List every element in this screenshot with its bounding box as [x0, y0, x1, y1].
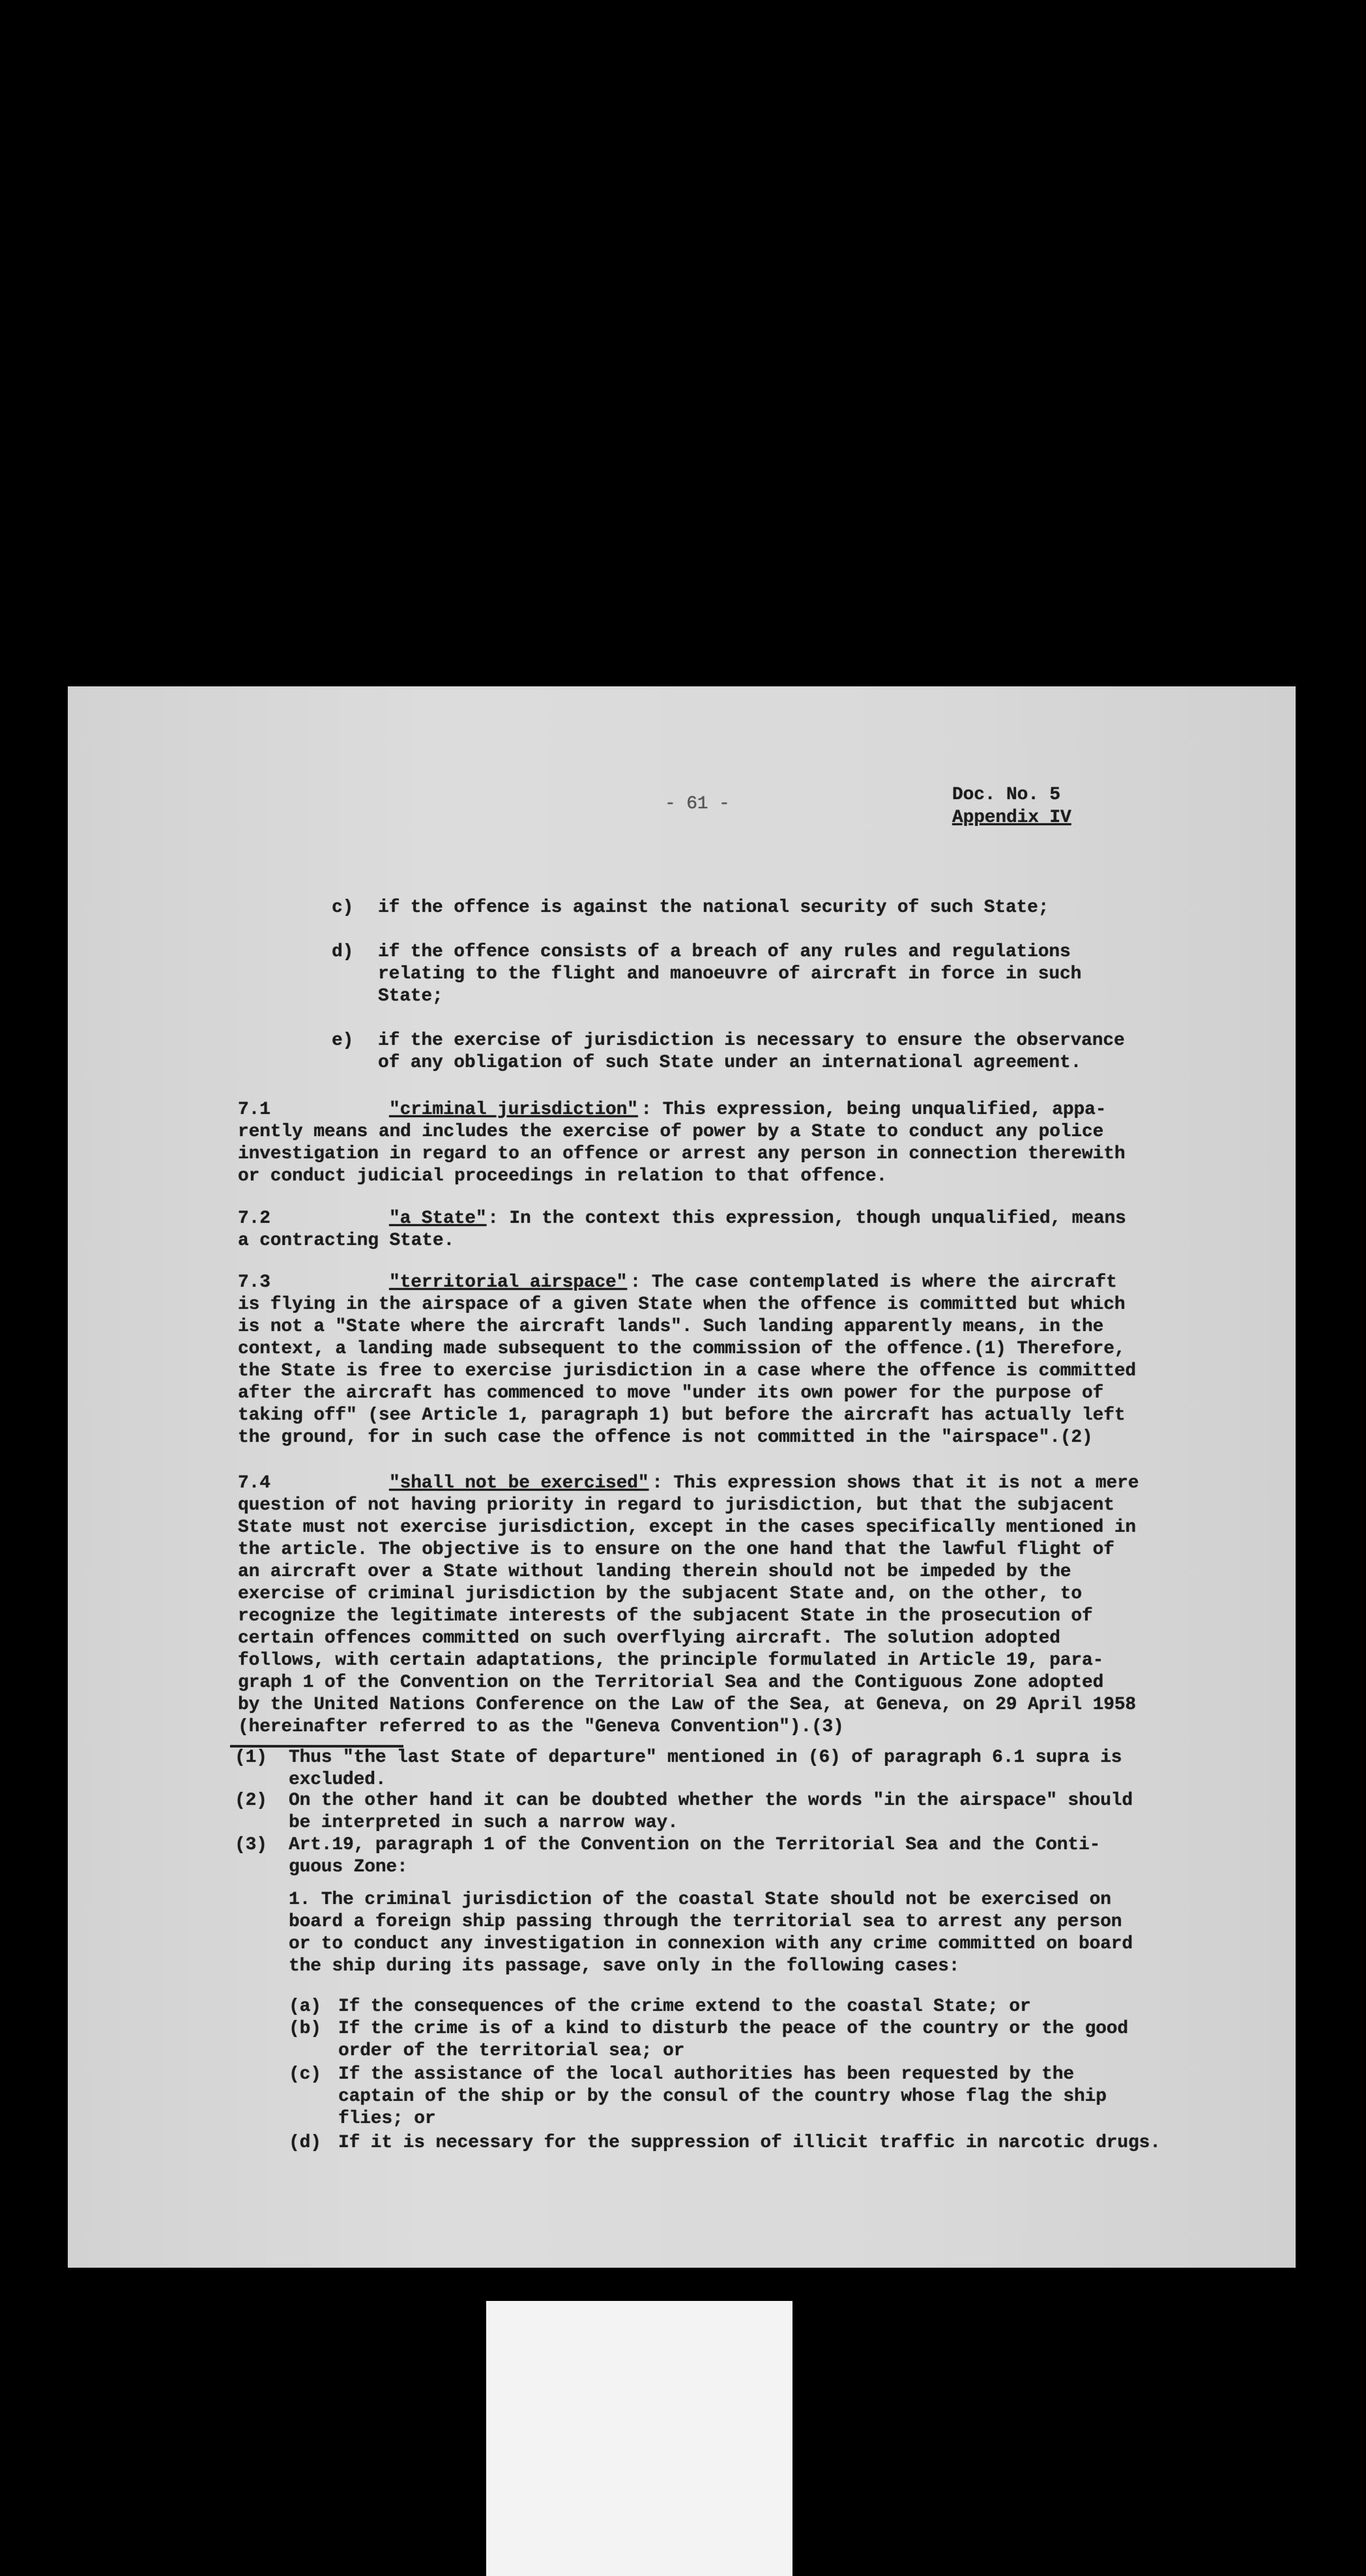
case-line: If the crime is of a kind to disturb the peace of the country or the good [338, 2019, 1128, 2039]
list-item-label: e) [332, 1031, 354, 1051]
section-term: "territorial airspace" [389, 1272, 628, 1293]
case-label: (a) [289, 1997, 321, 2017]
section-number: 7.1 [238, 1100, 270, 1120]
section-line: or conduct judicial proceedings in relation to that offence. [238, 1166, 888, 1186]
section-line: question of not having priority in regard to jurisdiction, but that the subjacent [238, 1495, 1114, 1515]
footnote-line: On the other hand it can be doubted whether the words "in the airspace" should [289, 1791, 1133, 1811]
section-line: rently means and includes the exercise of power by a State to conduct any police [238, 1122, 1104, 1142]
section-line: by the United Nations Conference on the Law of the Sea, at Geneva, on 29 April 1958 [238, 1695, 1137, 1715]
section-line: : This expression shows that it is not a mere [652, 1473, 1139, 1493]
section-number: 7.3 [238, 1272, 270, 1293]
list-item-line: if the offence consists of a breach of any rules and regulations [378, 942, 1071, 962]
section-line: (hereinafter referred to as the "Geneva Convention").(3) [238, 1717, 844, 1737]
page-number: - 61 - [665, 794, 730, 814]
section-line: State must not exercise jurisdiction, except in the cases specifically mentioned in [238, 1517, 1137, 1538]
section-line: certain offences committed on such overflying aircraft. The solution adopted [238, 1628, 1060, 1648]
footnote-label: (1) [235, 1748, 267, 1768]
section-line: after the aircraft has commenced to move "under its own power for the purpose of [238, 1383, 1104, 1403]
section-line: follows, with certain adaptations, the principle formulated in Article 19, para- [238, 1650, 1104, 1671]
footnote-line: be interpreted in such a narrow way. [289, 1813, 678, 1833]
section-line: : This expression, being unqualified, appa- [641, 1100, 1107, 1120]
section-term: "a State" [389, 1208, 487, 1229]
case-label: (c) [289, 2064, 321, 2085]
case-line: order of the territorial sea; or [338, 2041, 685, 2061]
section-term: "criminal jurisdiction" [389, 1100, 638, 1120]
case-line: captain of the ship or by the consul of the country whose flag the ship [338, 2086, 1107, 2107]
quoted-text-line: the ship during its passage, save only in the following cases: [289, 1956, 960, 1976]
section-line: recognize the legitimate interests of the subjacent State in the prosecution of [238, 1606, 1093, 1626]
quoted-text-line: 1. The criminal jurisdiction of the coastal State should not be exercised on [289, 1890, 1111, 1910]
list-item-line: if the exercise of jurisdiction is necessary to ensure the observance [378, 1031, 1125, 1051]
list-item-label: d) [332, 942, 354, 962]
section-line: an aircraft over a State without landing therein should not be impeded by the [238, 1562, 1071, 1582]
section-line: is flying in the airspace of a given State when the offence is committed but which [238, 1295, 1126, 1315]
footnote-label: (2) [235, 1791, 267, 1811]
list-item-line: State; [378, 986, 443, 1006]
section-line: context, a landing made subsequent to the commission of the offence.(1) Therefore, [238, 1339, 1126, 1359]
section-term: "shall not be exercised" [389, 1473, 649, 1493]
section-line: graph 1 of the Convention on the Territorial Sea and the Contiguous Zone adopted [238, 1673, 1104, 1693]
section-line: : In the context this expression, though unqualified, means [487, 1208, 1126, 1229]
section-line: taking off" (see Article 1, paragraph 1) but before the aircraft has actually left [238, 1405, 1126, 1426]
footnote-line: Art.19, paragraph 1 of the Convention on the Territorial Sea and the Conti- [289, 1835, 1101, 1855]
list-item-line: of any obligation of such State under an international agreement. [378, 1053, 1082, 1073]
footnote-line: Thus "the last State of departure" mentioned in (6) of paragraph 6.1 supra is [289, 1748, 1122, 1768]
case-line: If it is necessary for the suppression of illicit traffic in narcotic drugs. [338, 2133, 1161, 2153]
section-number: 7.4 [238, 1473, 270, 1493]
footnote-line: guous Zone: [289, 1857, 408, 1877]
doc-reference: Doc. No. 5 [952, 785, 1061, 805]
section-line: a contracting State. [238, 1231, 455, 1251]
section-line: exercise of criminal jurisdiction by the subjacent State and, on the other, to [238, 1584, 1083, 1604]
quoted-text-line: or to conduct any investigation in connexion with any crime committed on board [289, 1934, 1133, 1954]
appendix-label: Appendix IV [952, 808, 1071, 828]
footnote-label: (3) [235, 1835, 267, 1855]
section-number: 7.2 [238, 1208, 270, 1229]
list-item-line: if the offence is against the national security of such State; [378, 898, 1049, 918]
list-item-line: relating to the flight and manoeuvre of aircraft in force in such [378, 964, 1082, 984]
case-line: flies; or [338, 2109, 436, 2129]
case-label: (b) [289, 2019, 321, 2039]
case-label: (d) [289, 2133, 321, 2153]
section-line: investigation in regard to an offence or arrest any person in connection therewith [238, 1144, 1126, 1164]
section-line: is not a "State where the aircraft lands". Such landing apparently means, in the [238, 1317, 1104, 1337]
blank-card [486, 2301, 792, 2576]
case-line: If the assistance of the local authorities has been requested by the [338, 2064, 1074, 2085]
section-line: the ground, for in such case the offence is not committed in the "airspace".(2) [238, 1427, 1093, 1448]
list-item-label: c) [332, 898, 354, 918]
footnote-line: excluded. [289, 1770, 386, 1790]
section-line: the State is free to exercise jurisdiction in a case where the offence is committed [238, 1361, 1137, 1381]
case-line: If the consequences of the crime extend to the coastal State; or [338, 1997, 1031, 2017]
section-line: the article. The objective is to ensure on the one hand that the lawful flight of [238, 1540, 1114, 1560]
section-line: : The case contemplated is where the aircraft [630, 1272, 1117, 1293]
quoted-text-line: board a foreign ship passing through the territorial sea to arrest any person [289, 1912, 1122, 1932]
